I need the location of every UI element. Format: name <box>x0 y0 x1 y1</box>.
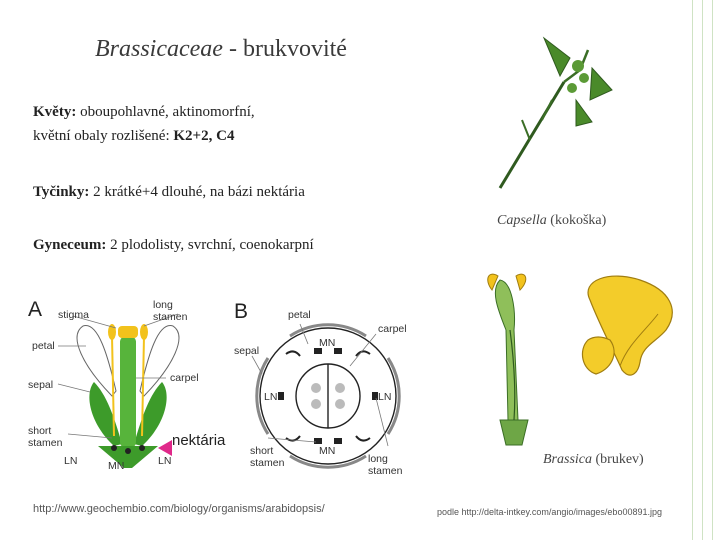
label-mn-b-bottom: MN <box>319 445 336 457</box>
label-sepal-a: sepal <box>28 379 54 391</box>
flowers-paragraph <box>33 100 255 148</box>
label-ln-b-left: LN <box>264 391 278 403</box>
label-long-stamen-a1: long <box>153 299 173 311</box>
label-short-a2: stamen <box>28 437 63 449</box>
diagram-a-letter: A <box>28 298 43 321</box>
stamens-label: Tyčinky: <box>33 184 90 200</box>
capsella-caption <box>497 213 606 229</box>
label-mn-a: MN <box>108 460 125 472</box>
brassica-latin: Brassica <box>543 452 592 467</box>
gynoecium-paragraph <box>33 233 314 257</box>
label-long-b1: long <box>368 453 388 465</box>
label-sepal-b: sepal <box>234 345 260 357</box>
frame-line <box>702 0 703 540</box>
capsella-latin: Capsella <box>497 213 547 228</box>
label-mn-b-top: MN <box>319 337 336 349</box>
label-long-stamen-a2: stamen <box>153 311 188 323</box>
label-carpel-a: carpel <box>170 372 199 384</box>
stamens-text: 2 krátké+4 dlouhé, na bázi nektária <box>89 184 305 200</box>
label-short-a1: short <box>28 425 52 437</box>
label-petal-b: petal <box>288 309 311 321</box>
nektaria-label: nektária <box>172 432 226 449</box>
frame-line <box>692 0 693 540</box>
label-ln-a-left: LN <box>64 455 78 467</box>
brassica-common: (brukev) <box>592 452 644 467</box>
label-petal-a: petal <box>32 340 55 352</box>
slide-title <box>95 36 347 63</box>
diagram-b-letter: B <box>234 300 249 323</box>
brassica-caption <box>543 452 644 468</box>
label-short-b2: stamen <box>250 457 285 469</box>
label-ln-a-right: LN <box>158 455 172 467</box>
nectary-arrow <box>158 440 172 456</box>
title-latin: Brassicaceae <box>95 36 223 62</box>
flowers-label: Květy: <box>33 104 77 120</box>
title-czech: - brukvovité <box>222 36 347 62</box>
diagram-a-flower-section <box>28 296 228 476</box>
label-ln-b-right: LN <box>378 391 392 403</box>
diagram-b-floral-diagram <box>228 296 428 476</box>
source-url-right: podle http://delta-intkey.com/angio/images/ebo00891.jpg <box>437 507 662 517</box>
label-stigma: stigma <box>58 309 89 321</box>
capsella-illustration <box>480 30 630 200</box>
frame-line <box>712 0 713 540</box>
flowers-formula: K2+2, C4 <box>173 128 235 144</box>
gynoecium-label: Gyneceum: <box>33 237 107 253</box>
label-short-b1: short <box>250 445 274 457</box>
gynoecium-text: 2 plodolisty, svrchní, coenokarpní <box>106 237 314 253</box>
source-url-left: http://www.geochembio.com/biology/organisms/arabidopsis/ <box>33 503 325 515</box>
brassica-illustration <box>470 270 690 440</box>
label-long-b2: stamen <box>368 465 403 477</box>
label-carpel-b: carpel <box>378 323 407 335</box>
flowers-text-2: květní obaly rozlišené: <box>33 128 174 144</box>
capsella-common: (kokoška) <box>546 213 607 228</box>
flowers-text-1: oboupohlavné, aktinomorfní, <box>76 104 255 120</box>
stamens-paragraph <box>33 180 305 204</box>
